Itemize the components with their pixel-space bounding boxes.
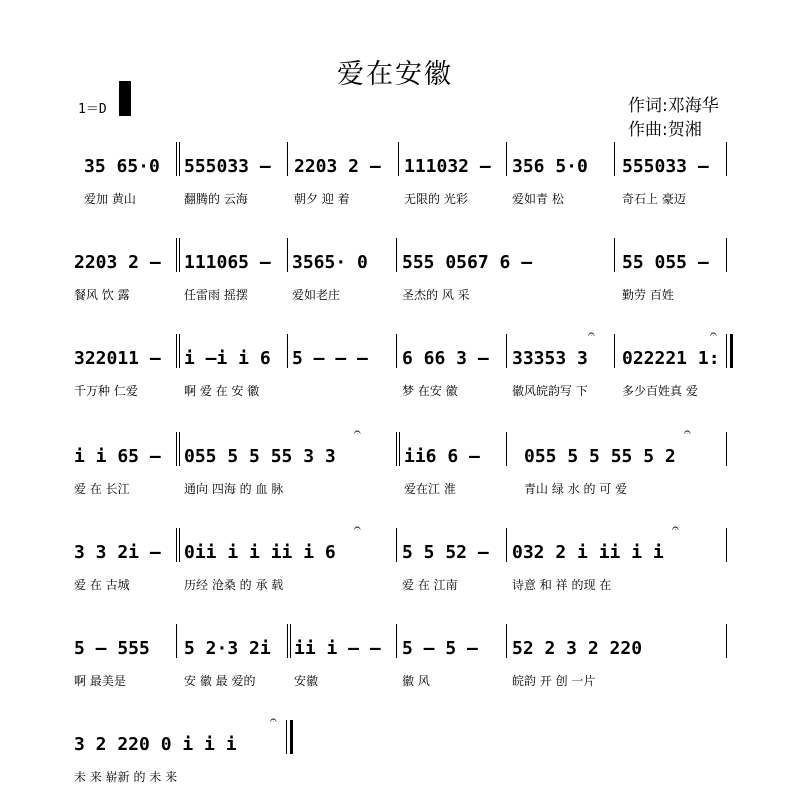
lyric: 爱 在 长江 [74, 482, 130, 496]
notation: 6 66 3 – [402, 348, 489, 369]
notation: 555033 – [184, 156, 271, 177]
notation: 5 – 555 [74, 638, 150, 659]
fermata-icon: 𝄐 [588, 327, 595, 341]
barline [396, 334, 397, 368]
notation: i i 65 – [74, 446, 161, 467]
notation: 35 65·0 [84, 156, 160, 177]
notation: 555033 – [622, 156, 709, 177]
notation: i –i i 6 [184, 348, 271, 369]
song-title: 爱在安徽 [337, 59, 453, 90]
key-signature: 1＝D [78, 102, 107, 117]
notation: 52 2 3 2 220 [512, 638, 643, 659]
notation: 5 2·3 2i [184, 638, 271, 659]
barline [506, 142, 507, 176]
barline [286, 720, 287, 754]
lyric: 徽 风 [402, 674, 430, 688]
lyric: 爱如老庄 [292, 288, 341, 302]
lyric: 爱加 黄山 [84, 192, 136, 206]
notation: 2203 2 – [74, 252, 161, 273]
barline [179, 238, 180, 272]
barline [176, 528, 177, 562]
lyric: 通向 四海 的 血 脉 [184, 482, 284, 496]
lyric: 朝夕 迎 着 [294, 192, 350, 206]
notation: 111065 – [184, 252, 271, 273]
lyric: 安 徽 最 爱的 [184, 674, 256, 688]
composer-credit: 作曲:贺湘 [628, 120, 702, 140]
barline [726, 334, 727, 368]
lyric: 翻腾的 云海 [184, 192, 248, 206]
lyric: 安徽 [294, 674, 319, 688]
lyric: 多少百姓真 爱 [622, 384, 698, 398]
barline [176, 238, 177, 272]
lyric: 奇石上 豪迈 [622, 192, 686, 206]
lyric: 任雷雨 摇摆 [184, 288, 248, 302]
barline [506, 528, 507, 562]
fermata-icon: 𝄐 [672, 521, 679, 535]
lyric: 历经 沧桑 的 承 载 [184, 578, 284, 592]
fermata-icon: 𝄐 [684, 425, 691, 439]
lyric: 千万种 仁爱 [74, 384, 138, 398]
notation: 55 055 – [622, 252, 709, 273]
barline [287, 624, 288, 658]
barline [396, 238, 397, 272]
notation: 5 5 52 – [402, 542, 489, 563]
barline [726, 624, 727, 658]
notation: 0ii i i ii i 6 [184, 542, 336, 563]
fermata-icon: 𝄐 [354, 425, 361, 439]
barline [179, 432, 180, 466]
lyricist-credit: 作词:邓海华 [628, 96, 719, 116]
barline [614, 238, 615, 272]
barline [396, 528, 397, 562]
barline [506, 334, 507, 368]
lyric: 勤劳 百姓 [622, 288, 674, 302]
notation: ii i – – [294, 638, 381, 659]
barline [726, 142, 727, 176]
notation: 5 – 5 – [402, 638, 478, 659]
notation: 111032 – [404, 156, 491, 177]
barline [179, 142, 180, 176]
barline [179, 528, 180, 562]
lyric: 爱如青 松 [512, 192, 564, 206]
lyric: 圣杰的 风 采 [402, 288, 470, 302]
barline [506, 624, 507, 658]
notation: 33353 3 [512, 348, 588, 369]
barline [176, 432, 177, 466]
barline [614, 142, 615, 176]
notation: 055 5 5 55 5 2 [524, 446, 676, 467]
fermata-icon: 𝄐 [710, 327, 717, 341]
notation: ii6 6 – [404, 446, 480, 467]
barline [396, 432, 397, 466]
lyric: 啊 最美是 [74, 674, 126, 688]
notation: 032 2 i ii i i [512, 542, 664, 563]
barline [179, 334, 180, 368]
barline [176, 334, 177, 368]
barline [176, 142, 177, 176]
lyric: 徽风皖韵写 下 [512, 384, 588, 398]
lyric: 未 来 崭新 的 未 来 [74, 770, 178, 784]
notation: 3 2 220 0 i i i [74, 734, 237, 755]
barline [726, 528, 727, 562]
barline [287, 238, 288, 272]
lyric: 青山 绿 水 的 可 爱 [524, 482, 628, 496]
lyric: 爱 在 古城 [74, 578, 130, 592]
notation: 3 3 2i – [74, 542, 161, 563]
notation: 055 5 5 55 3 3 [184, 446, 336, 467]
lyric: 诗意 和 祥 的现 在 [512, 578, 612, 592]
credits [628, 94, 719, 142]
final-barline [290, 720, 293, 754]
barline [290, 624, 291, 658]
barline [176, 624, 177, 658]
notation: 356 5·0 [512, 156, 588, 177]
barline [287, 142, 288, 176]
notation: 555 0567 6 – [402, 252, 533, 273]
repeat-barline [730, 334, 733, 368]
lyric: 皖韵 开 创 一片 [512, 674, 596, 688]
lyric: 啊 爱 在 安 徽 [184, 384, 260, 398]
fermata-icon: 𝄐 [270, 713, 277, 727]
barline [287, 334, 288, 368]
fermata-icon: 𝄐 [354, 521, 361, 535]
notation: 022221 1: [622, 348, 720, 369]
barline [726, 238, 727, 272]
barline [506, 432, 507, 466]
barline [398, 142, 399, 176]
meter-bar [119, 81, 131, 116]
notation: 5 – – – [292, 348, 368, 369]
barline [399, 432, 400, 466]
lyric: 梦 在安 徽 [402, 384, 458, 398]
barline [396, 624, 397, 658]
barline [614, 334, 615, 368]
barline [726, 432, 727, 466]
time-signature [119, 88, 133, 112]
lyric: 爱 在 江南 [402, 578, 458, 592]
notation: 3565· 0 [292, 252, 368, 273]
lyric: 爱在江 淮 [404, 482, 456, 496]
notation: 322011 – [74, 348, 161, 369]
notation: 2203 2 – [294, 156, 381, 177]
lyric: 餐风 饮 露 [74, 288, 130, 302]
lyric: 无限的 光彩 [404, 192, 468, 206]
